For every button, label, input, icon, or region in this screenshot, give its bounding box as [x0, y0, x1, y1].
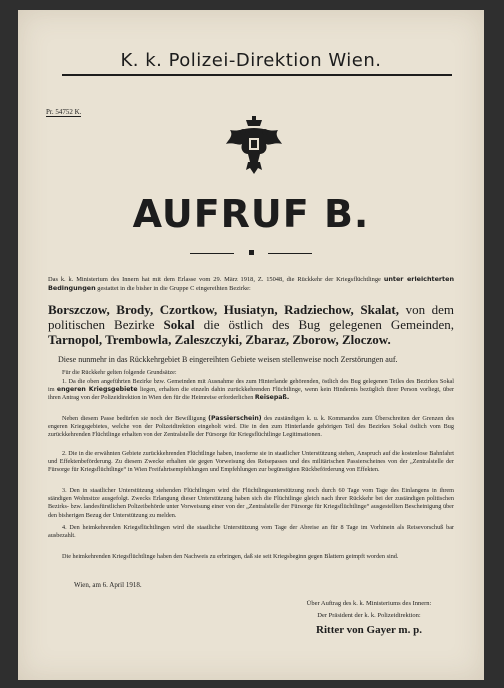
- signatory-name: Ritter von Gayer m. p.: [316, 624, 422, 636]
- district-list-1: Borszczow, Brody, Czortkow, Husiatyn, Radziechow, Skalat,: [48, 302, 400, 317]
- district-mid-2: die östlich des Bug gelegenen Gemeinden,: [203, 317, 455, 332]
- p3-text-a: Neben diesem Passe bedürfen sie noch der Bewilligung: [62, 415, 206, 422]
- poster-sheet: [18, 10, 484, 680]
- district-sokal: Sokal: [163, 317, 195, 332]
- title-rule-left: [190, 253, 234, 254]
- title-rule-right: [268, 253, 312, 254]
- signature-line-1: Über Auftrag des k. k. Ministeriums des Innern:: [306, 600, 432, 607]
- intro-bold: unter erleichterten Bedingungen: [48, 275, 454, 293]
- authority-header: K. k. Polizei-Direktion Wien.: [120, 50, 382, 71]
- title-rule-dot: [249, 250, 254, 255]
- district-list: [48, 302, 454, 347]
- intro-text-1: Das k. k. Ministerium des Innern hat mit dem Erlasse vom 29. März 1918, Z. 15048, die Rückkehr der Kriegsflüchtlinge: [48, 276, 381, 283]
- reference-number: Pr. 54752 K.: [46, 108, 82, 116]
- header-rule: [62, 74, 452, 76]
- intro-paragraph: [48, 275, 454, 294]
- district-list-2: Tarnopol, Trembowla, Zaleszczyki, Zbaraz, Zborow, Zloczow.: [48, 332, 391, 347]
- p2-bold-2: Reisepaß.: [254, 394, 290, 402]
- place-and-date: Wien, am 6. April 1918.: [74, 581, 142, 589]
- district-mid-1: von dem politischen Bezirke: [48, 302, 454, 332]
- intro-text-2: gestattet in die bisher in die Gruppe C eingereihten Bezirke:: [97, 285, 251, 293]
- paragraph-3-support: 3. Den in staatlicher Unterstützung stehenden Flüchtlingen wird die Flüchtlingsunterstützung noch durch 60 Tage vom Tage des Einlangens in ihrem ständigen Wohnsitze ausgefolgt. Zwecks Erlangung dieser Unterstützung haben sich die Flüchtlinge gleich nach ihrer Rückkehr bei der zuständigen politischen Bezirks- bzw. landesfürstlichen Polizeibehörde unter Vorweisung einer von der „Zentralstelle der Fürsorge für Kriegsflüchtlinge“ ausgestellten Bescheinigung über den bisherigen Bezug der Unterstützung zu melden.: [48, 487, 454, 519]
- paragraph-2-travel: 2. Die in die erwähnten Gebiete zurückkehrenden Flüchtlinge haben, insoferne sie in staatlicher Unterstützung stehen, Anspruch auf die kostenlose Bahnfahrt und Effektenbeförderung. Zu diesem Zwecke erhalten sie gegen Vorweisung des Reisepasses und des militärischen Passierscheines von der „Zentralstelle der Fürsorge für Kriegsflüchtlinge“ in Wien Freifahrtsempfehlungen und Empfehlungen zur begünstigten Rückbeförderung von Effekten.: [48, 450, 454, 474]
- paragraph-1-passport: [48, 378, 454, 403]
- p2-bold: engeren Kriegsgebiete: [56, 386, 138, 394]
- proclamation-title: AUFRUF B.: [132, 192, 370, 236]
- p2-text-a: 1. Da die oben angeführten Bezirke bzw. Gemeinden mit Ausnahme des zum Hinterlande gehörenden, östlich des Bug gelegenen Teiles des Bezirkes Sokal im: [48, 378, 454, 394]
- paragraph-vaccination: Die heimkehrenden Kriegsflüchtlinge haben den Nachweis zu erbringen, daß sie seit Kriegsbeginn gegen Blattern geimpft worden sind.: [62, 553, 399, 560]
- p3-text-b: des zuständigen k. u. k. Kommandos zum Überschreiten der Grenzen des engeren Kriegsgebietes, welche von der Polizeidirektion eingeholt wird. Die in den zum Hinterlande gehörigen Teil des Bezirkes Sokal östlich vom Bug zurückkehrenden Flüchtlinge erhalten von der Zentralstelle der Fürsorge für Kriegsflüchtlinge Legitimationen.: [48, 415, 455, 439]
- double-eagle-coat-of-arms-icon: [224, 114, 284, 176]
- paragraph-pass-permit: [48, 415, 454, 440]
- paragraph-4-advance: 4. Den heimkehrenden Kriegsflüchtlingen wird die staatliche Unterstützung vom Tage der Abreise an für 8 Tage im Vorhinein als Reisevorschuß bar ausbezahlt.: [48, 524, 454, 540]
- p2-text-b: liegen, erhalten die einzeln dahin zurückkehrenden Flüchtlinge, wenn kein Hindernis bezüglich ihrer Person vorliegt, über ihren Antrag von der Polizeidirektion in Wien den für die Heimreise erforderlichen: [48, 386, 455, 402]
- destruction-note: Diese nunmehr in das Rückkehrgebiet B eingereihten Gebiete weisen stellenweise noch Zerstörungen auf.: [58, 355, 398, 364]
- p3-bold: (Passierschein): [208, 415, 262, 422]
- signature-line-2: Der Präsident der k. k. Polizeidirektion:: [317, 612, 421, 619]
- paragraph-principles: Für die Rückkehr gelten folgende Grundsätze:: [62, 369, 177, 376]
